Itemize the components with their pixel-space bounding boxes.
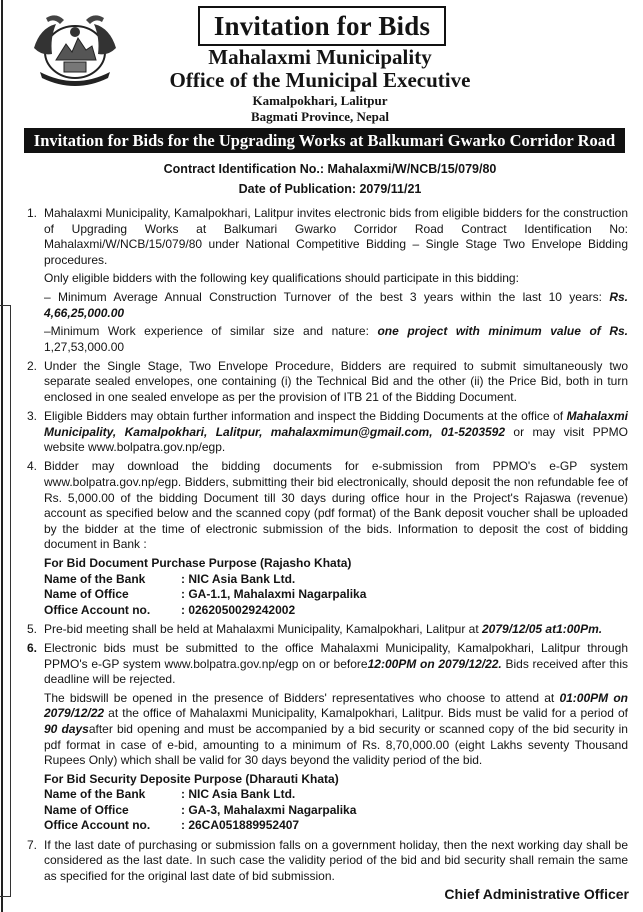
account-row: Office Account no. : 0262050029242002 [44, 602, 296, 617]
list-item [22, 359, 628, 406]
municipality-name: Mahalaxmi Municipality [208, 45, 432, 69]
account-row: Office Account no. : 26CA051889952407 [44, 818, 300, 833]
item-text: The bidswill be opened in the presence of Bidders' representatives who choose to attend at 01:00PM on 2079/12/22 at the office of Mahalaxmi Municipality, Kamalpokhari, Lalitpur. Bids must be valid for a period of 90 daysafter bid opening and must be accompanied by a bid security or scanned copy of the bid security in pdf format in case of e-bid, amounting to a minimum of Rs. 8,70,000.00 (eight Lakhs seventy Thousand Rupees Only) which shall be valid for 30 days beyond the validity period of the bid. [44, 690, 629, 768]
qualification-experience: –Minimum Work experience of similar size and nature: one project with minimum value of Rs. 1,27,53,000.00 [44, 324, 628, 354]
item-text: Mahalaxmi Municipality, Kamalpokhari, Lalitpur invites electronic bids from eligible bidders for the construction of Upgrading Works at Balkumari Gwarko Corridor Road Contract Identification No: Mahalaxmi/W/NCB/15/079/80 under National Competitive Bidding – Single Stage Two Envelope Bidding procedures. [44, 206, 628, 267]
bank-row: Name of the Bank : NIC Asia Bank Ltd. [44, 787, 296, 802]
list-item [22, 838, 628, 885]
address-line-1: Kamalpokhari, Lalitpur [252, 93, 388, 108]
page-title: Invitation for Bids [198, 6, 446, 46]
list-item [22, 459, 628, 618]
list-item [22, 641, 628, 834]
item-text: Only eligible bidders with the following key qualifications should participate in this bidding: [44, 271, 519, 286]
item-number: 2. [27, 358, 38, 373]
item-number: 6. [27, 640, 38, 655]
item-number: 5. [27, 621, 38, 636]
item-number: 7. [27, 837, 38, 852]
item-text: Eligible Bidders may obtain further information and inspect the Bidding Documents at the office of Mahalaxmi Municipality, Kamalpokhari, Lalitpur, mahalaxmimun@gmail.com, 01-5203592 or may visit PPMO website www.bolpatra.gov.np/egp. [44, 409, 628, 455]
list-item [22, 622, 628, 638]
office-name: Office of the Municipal Executive [169, 68, 471, 92]
notice-body [22, 206, 628, 888]
item-text: If the last date of purchasing or submission falls on a government holiday, then the next working day shall be considered as the last date. In such case the validity period of the bid and bid security shall remain the same as specified for the original last date of bid submission. [44, 837, 628, 883]
office-row: Name of Office : GA-3, Mahalaxmi Nagarpalika [44, 802, 357, 817]
office-row: Name of Office : GA-1.1, Mahalaxmi Nagarpalika [44, 587, 367, 602]
item-number: 1. [27, 206, 38, 220]
item-number: 3. [27, 409, 38, 424]
item-number: 4. [27, 459, 38, 474]
bank-section-heading: For Bid Security Deposite Purpose (Dharauti Khata) [44, 771, 339, 786]
list-item [22, 206, 628, 355]
contract-id: Contract Identification No.: Mahalaxmi/W/NCB/15/079/80 [163, 162, 497, 176]
publication-date: Date of Publication: 2079/11/21 [238, 182, 422, 196]
adjacent-column-edge [0, 305, 11, 897]
signatory: Chief Administrative Officer [444, 886, 629, 902]
item-text: Bidder may download the bidding documents for e-submission from PPMO's e-GP system www.bolpatra.gov.np/egp. Bidders, submitting their bid electronically, should deposit the non refundable fee of Rs. 5,000.00 of the bidding Document till 30 days during office hour in the Project's Rajaswa (revenue) account as specified below and the scanned copy (pdf format) of the Bank deposit voucher shall be uploaded by the bidder at the time of electronic submission of the bids. Information to deposit the cost of bidding document in Bank : [44, 459, 628, 552]
address-line-2: Bagmati Province, Nepal [250, 109, 390, 124]
bank-row: Name of the Bank : NIC Asia Bank Ltd. [44, 571, 296, 586]
list-item [22, 409, 628, 456]
item-text: Pre-bid meeting shall be held at Mahalaxmi Municipality, Kamalpokhari, Lalitpur at 2079/12/05 at1:00Pm. [44, 621, 603, 636]
item-text: Electronic bids must be submitted to the office Mahalaxmi Municipality, Kamalpokhari, Lalitpur through PPMO's e-GP system www.bolpatra.gov.np/egp on or before12:00PM on 2079/12/22. Bids received after this deadline will be rejected. [44, 640, 628, 687]
bank-section-heading: For Bid Document Purchase Purpose (Rajasho Khata) [44, 555, 352, 570]
subject-banner: Invitation for Bids for the Upgrading Works at Balkumari Gwarko Corridor Road [24, 128, 625, 153]
qualification-turnover: – Minimum Average Annual Construction Turnover of the best 3 years within the last 10 years: Rs. 4,66,25,000.00 [44, 289, 628, 320]
item-text: Under the Single Stage, Two Envelope Procedure, Bidders are required to submit simultaneously two separate sealed envelopes, one containing (i) the Technical Bid and the other (ii) the Price Bid, both in turn enclosed in one sealed envelope as per the provision of ITB 21 of the Bidding Document. [44, 358, 628, 405]
